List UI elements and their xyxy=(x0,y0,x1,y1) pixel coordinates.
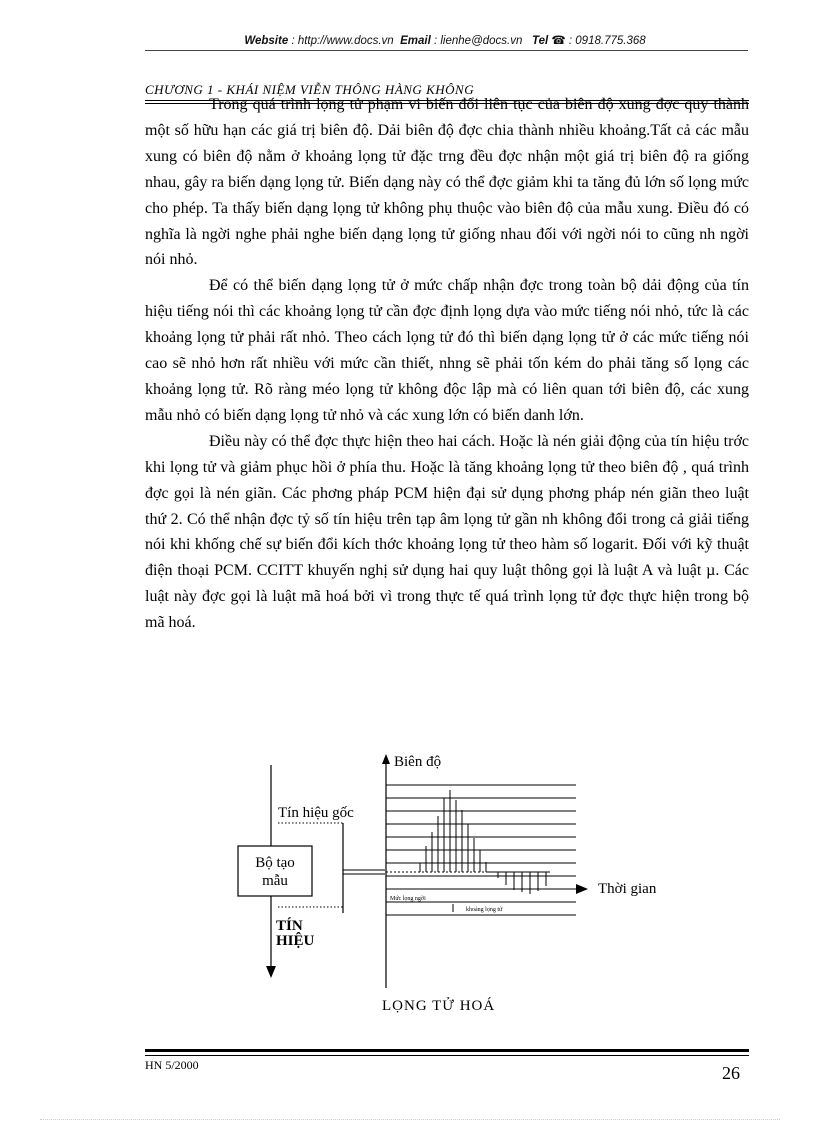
tel-value: ☎ : 0918.775.368 xyxy=(551,35,646,47)
website-label: Website xyxy=(244,35,289,47)
original-signal-label: Tín hiệu gốc xyxy=(278,805,354,821)
bottom-label-line2: HIỆU xyxy=(276,933,315,949)
arrow-up-icon xyxy=(382,754,390,764)
arrow-down-icon xyxy=(266,966,276,978)
footer-divider-thick xyxy=(145,1049,749,1052)
page-number: 26 xyxy=(722,1063,740,1083)
amplitude-axis-label: Biên độ xyxy=(394,754,442,770)
strike-line-2 xyxy=(145,103,749,104)
sampler-label-line1: Bộ tạo xyxy=(255,855,295,871)
tel-label: Tel xyxy=(531,35,549,47)
header-divider xyxy=(145,50,748,51)
sampler-label-line2: mẫu xyxy=(262,873,288,889)
body-text xyxy=(145,92,749,636)
sample-pulses xyxy=(420,790,546,894)
level-label: Mức lọng ngời xyxy=(390,896,426,902)
time-axis-label: Thời gian xyxy=(598,881,657,897)
page-edge-dots xyxy=(40,1119,780,1120)
arrow-right-icon xyxy=(576,884,588,894)
footer-date: HN 5/2000 xyxy=(145,1058,199,1072)
page-header xyxy=(145,33,745,47)
chapter-heading: CHƯƠNG 1 - KHÁI NIỆM VIỄN THÔNG HÀNG KHÔNG xyxy=(145,82,475,97)
interval-label: khoảng lọng tử xyxy=(466,907,503,913)
email-label: Email xyxy=(400,35,431,47)
paragraph-3: Điều này có thể đợc thực hiện theo hai cách. Hoặc là nén giải động của tín hiệu trớc khi lọng tử và giảm phục hồi ở phía thu. Hoặc là tăng khoảng lọng tử theo biên độ , quá trình đợc gọi là nén giãn. Các phơng pháp PCM hiện đại sử dụng phơng pháp nén giãn theo luật thứ 2. Có thể nhận đợc tỷ số tín hiệu trên tạp âm lọng tử gần nh không đổi trong cả giải tiếng nói khi khống chế sự biến đổi kích thớc khoảng lọng tử theo hàm số logarit. Đối với kỹ thuật điện thoại PCM. CCITT khuyến nghị sử dụng hai quy luật thông gọi là luật A và luật µ. Các luật này đợc gọi là luật mã hoá bởi vì trong thực tế quá trình lọng tử đợc thực hiện trong bộ mã hoá. xyxy=(145,432,749,632)
website-value: : http://www.docs.vn xyxy=(291,35,394,47)
figure-caption: LỌNG TỬ HOÁ xyxy=(382,998,496,1014)
footer-divider-thin xyxy=(145,1055,749,1056)
strike-line-1 xyxy=(145,100,749,101)
quantization-diagram xyxy=(200,750,657,1020)
paragraph-2: Để có thể biến dạng lọng tử ở mức chấp nhận đợc trong toàn bộ dải động của tín hiệu tiếng nói thì các khoảng lọng tử cần đợc định lọng dựa vào mức tiếng nói nhỏ, tức là các khoảng lọng tử phải rất nhỏ. Theo cách lọng tử đó thì biến dạng lọng tử ở các mức tiếng nói cao sẽ nhỏ hơn rất nhiều với mức cần thiết, nhng sẽ phải tốn kém do phải tăng số lọng các khoảng lọng tử. Rõ ràng méo lọng tử không độc lập mà có liên quan tới biên độ, các xung mẫu nhỏ có biến dạng lọng tử nhỏ và các xung lớn có biến danh lớn. xyxy=(145,277,749,424)
paragraph-1: Trong quá trình lọng tử phạm vi biến đổi liên tục của biên độ xung đợc quy thành một số hữu hạn các giá trị biên độ. Dải biên độ đợc chia thành nhiều khoảng.Tất cả các mẫu xung có biên độ nằm ở khoảng lọng tử đặc trng đều đợc nhận một giá trị biên độ ra giống nhau, gây ra biến dạng lọng tử. Biến dạng này có thể đợc giảm khi ta tăng đủ lớn số lọng mức cho phép. Ta thấy biến dạng lọng tử không phụ thuộc vào biên độ của mẫu xung. Điều đó có nghĩa là ngời nghe phải nghe biến dạng lọng tử giống nhau đối với ngời nói to cũng nh ngời nói nhỏ. xyxy=(145,96,749,269)
email-value: : lienhe@docs.vn xyxy=(433,35,523,47)
bottom-label-line1: TÍN xyxy=(276,918,303,934)
